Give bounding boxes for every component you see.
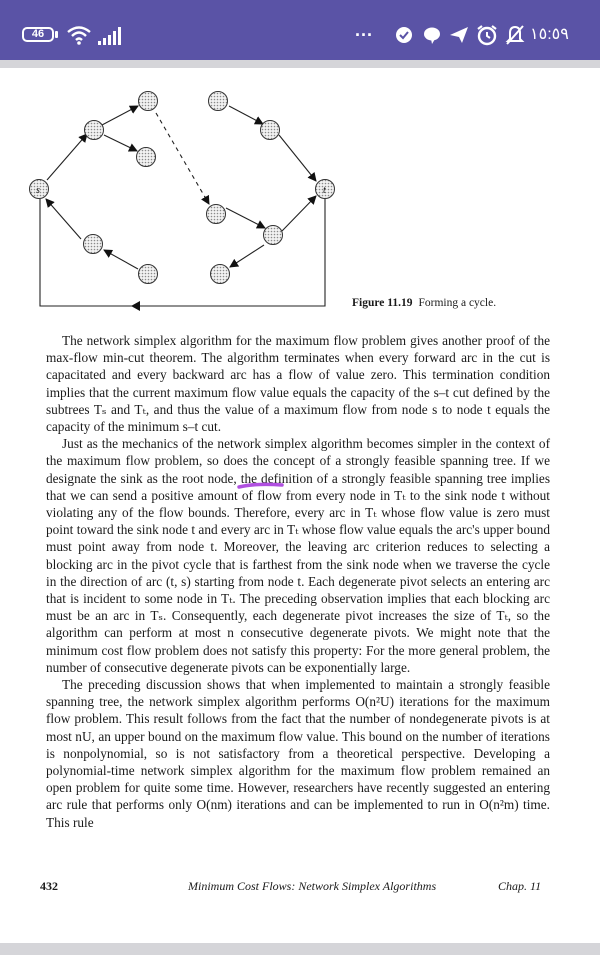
- paragraph: The preceding discussion shows that when implemented to maintain a strongly feasible spanning tree, the network simplex algorithm performs O(n²U) iterations for the maximum flow problem. This result follows from the fact that the number of nondegenerate pivots is at most nU, an upper bound on the maximum flow value. This bound on the number of iterations is nonpolynomial, so is not satisfactory from a theoretical perspective. Developing a polynomial-time network simplex algorithm for the maximum flow problem remained an open problem for quite some time. However, researchers have recently suggested an entering arc rule that performs only O(nm) iterations and can be implemented to run in O(n²m) time. This rule: [46, 677, 550, 830]
- figure-11-19: [0, 68, 600, 318]
- entering-arc: [156, 113, 209, 204]
- paragraph: The network simplex algorithm for the maximum flow problem gives another proof of the max-flow min-cut theorem. The algorithm terminates when every forward arc in the cut is capacitated and every backward arc has a flow of value zero. This termination condition implies that the current maximum flow value equals the capacity of the s–t cut defined by the subtrees Tₛ and Tₜ, and thus the value of a maximum flow from node s to node t equals the capacity of the minimum s–t cut.: [46, 333, 550, 435]
- node: [137, 148, 156, 167]
- node: [207, 205, 226, 224]
- arc: [282, 196, 316, 231]
- paragraph: Just as the mechanics of the network simplex algorithm becomes simpler in the context of the maximum flow problem, so does the concept of a strongly feasible spanning tree. If we designate the sink as the root node, the definition of a strongly feasible spanning tree implies that we can send a positive amount of flow from every node in Tₜ to the sink node t without violating any of the flow bounds. Therefore, every arc in Tₜ whose flow value is zero must point toward the sink node t and every arc in Tₜ whose flow value equals the arc's upper bound must point away from node t. Moreover, the leaving arc criterion reduces to selecting a blocking arc in the pivot cycle that is farthest from the sink node when we traverse the cycle in the direction of arc (t, s) starting from node t. Each degenerate pivot selects an entering arc that is incident to some node in Tₜ. The preceding observation implies that each blocking arc must be an arc in Tₛ. Consequently, each degenerate pivot increases the size of Tₜ, so the algorithm can perform at most n consecutive degenerate pivots. We might note that the minimum cost flow problem does not satisfy this property: For the more general problem, the number of consecutive degenerate pivots can be exponentially large.: [46, 436, 550, 675]
- signal-icon: [98, 27, 124, 45]
- highlight-mark: [236, 481, 286, 491]
- figure-caption: [352, 297, 496, 309]
- send-icon: [449, 26, 469, 44]
- arc: [104, 135, 137, 151]
- wifi-icon: [66, 24, 92, 46]
- arc: [104, 250, 138, 269]
- status-bar: [0, 0, 600, 60]
- node: [264, 226, 283, 245]
- chapter-label: Chap. 11: [498, 879, 542, 893]
- arc: [229, 106, 263, 124]
- node: [85, 121, 104, 140]
- node: [209, 92, 228, 111]
- page-number: 432: [40, 879, 58, 893]
- node: [139, 265, 158, 284]
- mute-icon: [505, 24, 525, 46]
- battery-level: 46: [31, 28, 45, 40]
- arc: [279, 135, 316, 181]
- node-s-label: s: [36, 185, 40, 196]
- bottom-bar: [0, 943, 600, 955]
- arc-t-s: [40, 199, 325, 306]
- battery-nub: [55, 31, 58, 38]
- arc: [46, 199, 81, 239]
- alarm-icon: [476, 24, 498, 46]
- toolbar-divider: [0, 60, 600, 68]
- chat-icon: [423, 27, 441, 44]
- more-dots: ...: [355, 20, 374, 40]
- figure-label: Figure 11.19: [352, 297, 413, 309]
- arc: [226, 208, 265, 228]
- figure-title: Forming a cycle.: [418, 297, 497, 309]
- node: [139, 92, 158, 111]
- battery-icon: [22, 27, 54, 42]
- page-body: [46, 332, 550, 831]
- arc: [102, 106, 138, 125]
- arc: [230, 245, 264, 267]
- clock: ١٥:٥٩: [530, 26, 569, 43]
- arc: [47, 134, 87, 180]
- node-t-label: t: [323, 185, 326, 196]
- running-title: Minimum Cost Flows: Network Simplex Algorithms: [188, 879, 437, 893]
- vpn-icon: [395, 26, 413, 44]
- node: [211, 265, 230, 284]
- node: [84, 235, 103, 254]
- node: [261, 121, 280, 140]
